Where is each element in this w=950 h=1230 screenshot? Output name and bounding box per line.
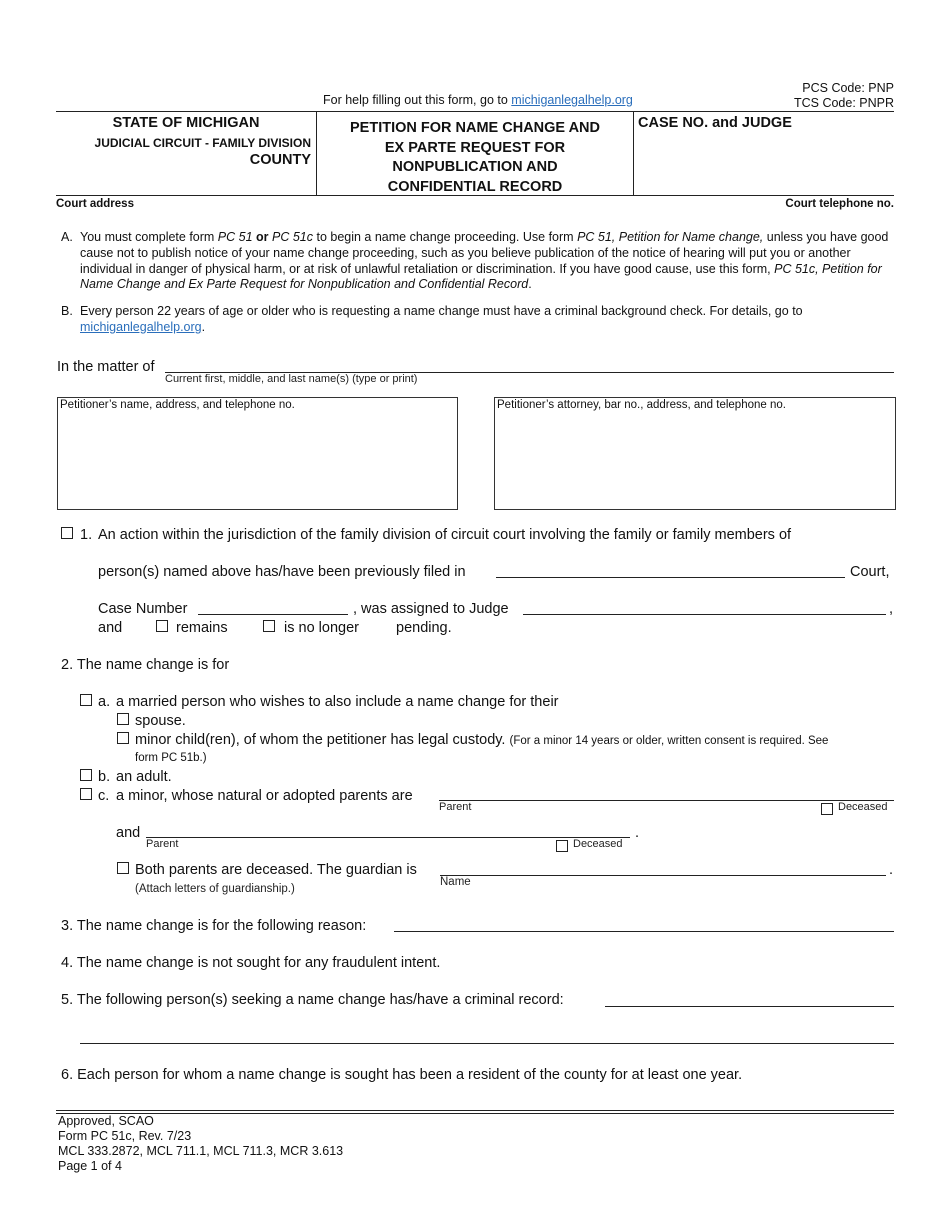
parent1-field[interactable] [439, 800, 894, 801]
instr-text: . [528, 277, 532, 292]
item2b-checkbox[interactable] [80, 769, 92, 781]
header-divider-2 [633, 111, 634, 195]
instr-text: to begin a name change proceeding. Use form [313, 230, 578, 244]
instr-form-ref: PC 51, Petition for Name change, [577, 230, 764, 244]
attorney-box[interactable] [494, 397, 896, 510]
item1-line2-prefix: person(s) named above has/have been previously filed in [98, 564, 466, 580]
instr-text: unless you have good cause not to publish notice of your name change proceeding, such as you believe publication of the notice of hearing will put you or another individual in danger of physical harm, or at risk of unlawful retaliation or discrimination. If you have good cause, use this form, [80, 230, 889, 276]
instr-form-ref: PC 51c, Petition for Name Change and Ex Parte Request for Nonpublication and Confidential Record [80, 261, 882, 292]
guardian-caption: Name [440, 876, 471, 888]
minor-children-text: minor child(ren), of whom the petitioner has legal custody. [135, 732, 506, 748]
parent2-deceased-label: Deceased [573, 838, 623, 850]
reason-field[interactable] [394, 931, 894, 932]
footer-page: Page 1 of 4 [58, 1159, 122, 1173]
judge-field[interactable] [523, 614, 886, 615]
case-no-label: CASE NO. and JUDGE [638, 115, 792, 131]
instr-or: or [252, 230, 272, 244]
footer-form: Form PC 51c, Rev. 7/23 [58, 1129, 192, 1143]
item4-text: 4. The name change is not sought for any fraudulent intent. [61, 955, 441, 971]
footer-mcl: MCL 333.2872, MCL 711.1, MCL 711.3, MCR 3.613 [58, 1144, 344, 1158]
criminal-record-field-2[interactable] [80, 1043, 894, 1044]
judge-comma: , [889, 601, 894, 617]
item2c-checkbox[interactable] [80, 788, 92, 800]
form-codes [794, 81, 894, 111]
instr-form-ref: PC 51 [217, 230, 253, 244]
attach-note: (Attach letters of guardianship.) [135, 883, 295, 895]
parent2-period: . [635, 825, 640, 841]
pending-label: pending. [396, 620, 452, 636]
item2a-text: a married person who wishes to also include a name change for their [116, 694, 559, 710]
title-line: NONPUBLICATION AND [392, 159, 558, 175]
item2c-letter: c. [98, 788, 110, 804]
case-number-field[interactable] [198, 614, 348, 615]
header-top-rule [56, 111, 894, 112]
and-label: and [98, 620, 123, 636]
tcs-code: TCS Code: PNPR [793, 96, 894, 110]
parent1-caption: Parent [439, 801, 472, 813]
item2a-checkbox[interactable] [80, 694, 92, 706]
no-longer-label: is no longer [284, 620, 359, 636]
circuit-label: JUDICIAL CIRCUIT - FAMILY DIVISION [94, 136, 311, 150]
criminal-record-field[interactable] [605, 1006, 894, 1007]
prior-court-field[interactable] [496, 577, 845, 578]
minor-children-checkbox[interactable] [117, 732, 129, 744]
item1-number: 1. [80, 527, 93, 543]
item3-text: 3. The name change is for the following reason: [61, 918, 367, 934]
minor-consent-note-2: form PC 51b.) [135, 752, 207, 764]
spouse-checkbox[interactable] [117, 713, 129, 725]
footer-rule-1 [56, 1110, 894, 1111]
remains-checkbox[interactable] [156, 620, 168, 632]
instr-text: . [201, 319, 206, 334]
instr-link[interactable]: michiganlegalhelp.org [80, 319, 202, 334]
guardian-field[interactable] [440, 875, 886, 876]
footer-approved: Approved, SCAO [58, 1114, 154, 1128]
parent2-field[interactable] [146, 837, 630, 838]
both-deceased-checkbox[interactable] [117, 862, 129, 874]
petitioner-box-label: Petitioner’s name, address, and telephone no. [60, 399, 295, 411]
help-link[interactable]: michiganlegalhelp.org [511, 93, 633, 107]
parent1-deceased-checkbox[interactable] [821, 803, 833, 815]
item2a-letter: a. [98, 694, 111, 710]
case-number-label: Case Number [98, 601, 188, 617]
item2c-text: a minor, whose natural or adopted parents are [116, 788, 413, 804]
parent2-and: and [116, 825, 141, 841]
no-longer-checkbox[interactable] [263, 620, 275, 632]
parent1-deceased-label: Deceased [838, 801, 888, 813]
instruction-b [80, 304, 840, 336]
instruction-b-letter: B. [61, 304, 73, 318]
title-line: EX PARTE REQUEST FOR [384, 139, 566, 156]
instr-text: Every person 22 years of age or older who is requesting a name change must have a criminal background check. For details, go to [80, 304, 803, 318]
help-prefix: For help filling out this form, go to [323, 93, 512, 107]
parent2-caption: Parent [146, 838, 179, 850]
item1-court-suffix: Court, [850, 564, 890, 580]
item1-line1: An action within the jurisdiction of the family division of circuit court involving the family or family members of [98, 527, 792, 543]
petitioner-box[interactable] [57, 397, 458, 510]
item2-heading: 2. The name change is for [61, 657, 230, 673]
item1-checkbox[interactable] [61, 527, 73, 539]
spouse-label: spouse. [135, 713, 186, 729]
matter-label: In the matter of [57, 359, 155, 375]
attorney-box-label: Petitioner’s attorney, bar no., address, and telephone no. [497, 399, 786, 411]
title-line: CONFIDENTIAL RECORD [387, 178, 563, 195]
county-label: COUNTY [249, 152, 311, 168]
court-address-label: Court address [56, 198, 134, 210]
item6-text: 6. Each person for whom a name change is sought has been a resident of the county for at least one year. [61, 1067, 743, 1083]
both-deceased-label: Both parents are deceased. The guardian is [135, 862, 417, 878]
remains-label: remains [176, 620, 228, 636]
guardian-period: . [889, 862, 894, 878]
minor-consent-note: (For a minor 14 years or older, written consent is required. See [509, 735, 829, 747]
pcs-code: PCS Code: PNP [802, 81, 894, 95]
item2b-letter: b. [98, 769, 111, 785]
court-phone-label: Court telephone no. [785, 198, 894, 210]
parent2-deceased-checkbox[interactable] [556, 840, 568, 852]
form-title [317, 119, 633, 197]
item2b-text: an adult. [116, 769, 172, 785]
help-line [323, 93, 633, 107]
footer [58, 1114, 343, 1174]
instruction-a [80, 230, 898, 293]
instr-form-ref: PC 51c [272, 230, 313, 244]
title-line: PETITION FOR NAME CHANGE AND [350, 120, 600, 136]
instruction-a-letter: A. [61, 230, 73, 244]
assigned-judge-label: , was assigned to Judge [353, 601, 509, 617]
minor-children-label [135, 732, 828, 748]
matter-caption: Current first, middle, and last name(s) (type or print) [165, 373, 418, 385]
state-label: STATE OF MICHIGAN [112, 115, 260, 131]
item5-text: 5. The following person(s) seeking a name change has/have a criminal record: [61, 992, 564, 1008]
instr-text: You must complete form [80, 230, 218, 244]
